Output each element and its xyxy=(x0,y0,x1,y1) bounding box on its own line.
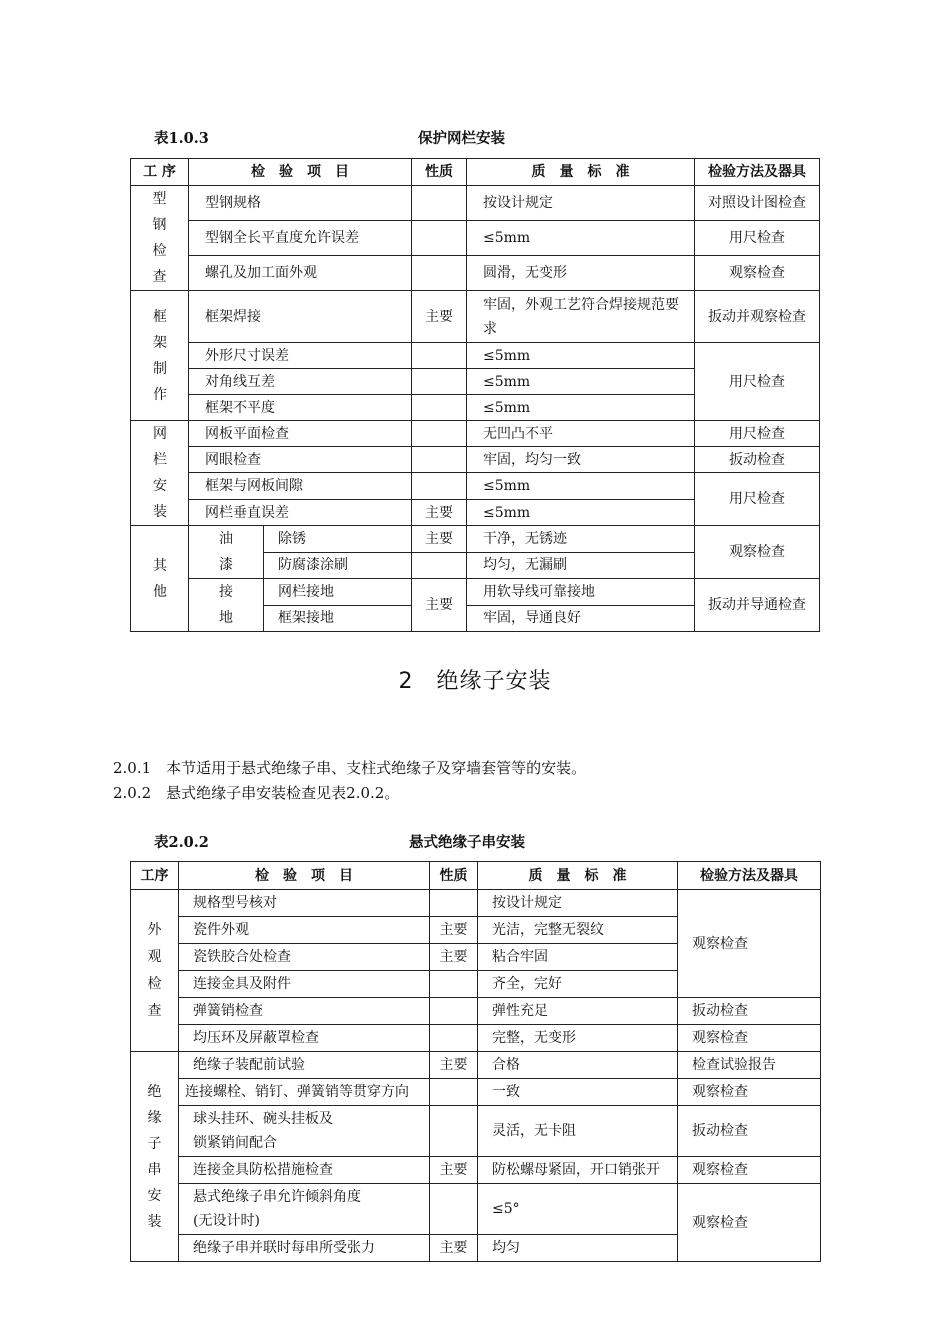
method-cell: 观察检查 xyxy=(695,256,820,291)
standard-cell: 齐全，完好 xyxy=(478,971,678,998)
table-title: 悬式绝缘子串安装 xyxy=(409,834,525,851)
group-cell: 网栏安装 xyxy=(131,421,189,526)
standard-cell: 防松螺母紧固，开口销张开 xyxy=(478,1157,678,1184)
table-1-0-3 xyxy=(130,158,820,632)
method-cell: 扳动检查 xyxy=(678,998,821,1025)
item-cell: 弹簧销检查 xyxy=(179,998,430,1025)
header-standard: 质 量 标 准 xyxy=(467,159,695,186)
standard-cell: 一致 xyxy=(478,1079,678,1106)
item-cell: 框架接地 xyxy=(264,605,412,632)
nature-cell: 主要 xyxy=(412,500,467,526)
item-cell: 网眼检查 xyxy=(189,447,412,473)
item-cell: 瓷件外观 xyxy=(179,917,430,944)
nature-cell xyxy=(430,890,478,917)
table-label: 表2.0.2 xyxy=(154,834,209,851)
method-cell: 观察检查 xyxy=(678,1184,821,1262)
table-title: 保护网栏安装 xyxy=(418,130,505,147)
item-line: 锁紧销间配合 xyxy=(193,1135,277,1151)
method-cell: 对照设计图检查 xyxy=(695,186,820,221)
item-cell: 连接螺栓、销钉、弹簧销等贯穿方向 xyxy=(179,1079,430,1106)
item-cell: 外形尺寸误差 xyxy=(189,343,412,369)
standard-cell: ≤5mm xyxy=(467,343,695,369)
standard-cell: 按设计规定 xyxy=(478,890,678,917)
nature-cell xyxy=(430,1106,478,1157)
method-cell: 用尺检查 xyxy=(695,473,820,526)
group-cell: 框架制作 xyxy=(131,291,189,421)
nature-cell: 主要 xyxy=(412,526,467,553)
header-nature: 性质 xyxy=(412,159,467,186)
method-cell: 用尺检查 xyxy=(695,221,820,256)
standard-cell: ≤5mm xyxy=(467,500,695,526)
item-line: 悬式绝缘子串允许倾斜角度 xyxy=(193,1189,361,1205)
nature-cell: 主要 xyxy=(430,1157,478,1184)
subgroup-cell: 油漆 xyxy=(189,526,264,579)
item-cell: 螺孔及加工面外观 xyxy=(189,256,412,291)
header-method: 检验方法及器具 xyxy=(695,159,820,186)
standard-cell: 合格 xyxy=(478,1052,678,1079)
nature-cell: 主要 xyxy=(430,944,478,971)
standard-cell: 弹性充足 xyxy=(478,998,678,1025)
nature-cell xyxy=(430,1079,478,1106)
nature-cell xyxy=(430,971,478,998)
method-cell: 检查试验报告 xyxy=(678,1052,821,1079)
item-cell: 型钢全长平直度允许误差 xyxy=(189,221,412,256)
item-line: (无设计时) xyxy=(193,1213,260,1229)
nature-cell xyxy=(412,369,467,395)
nature-cell xyxy=(412,186,467,221)
header-process: 工 序 xyxy=(131,159,189,186)
nature-cell xyxy=(430,1025,478,1052)
standard-cell: 灵活，无卡阻 xyxy=(478,1106,678,1157)
nature-cell xyxy=(430,998,478,1025)
header-nature: 性质 xyxy=(430,862,478,890)
standard-cell: 粘合牢固 xyxy=(478,944,678,971)
item-cell: 绝缘子串并联时每串所受张力 xyxy=(179,1235,430,1262)
section-title: 2 绝缘子安装 xyxy=(398,669,552,694)
item-cell: 连接金具及附件 xyxy=(179,971,430,998)
nature-cell: 主要 xyxy=(412,579,467,632)
item-cell xyxy=(179,1106,430,1157)
standard-cell: 均匀 xyxy=(478,1235,678,1262)
item-cell: 防腐漆涂刷 xyxy=(264,552,412,579)
group-cell: 型钢检查 xyxy=(131,186,189,291)
nature-cell xyxy=(412,256,467,291)
header-standard: 质 量 标 准 xyxy=(478,862,678,890)
item-cell: 规格型号核对 xyxy=(179,890,430,917)
method-cell: 扳动检查 xyxy=(678,1106,821,1157)
item-cell: 除锈 xyxy=(264,526,412,553)
table-2-0-2 xyxy=(130,861,821,1262)
item-cell: 型钢规格 xyxy=(189,186,412,221)
nature-cell xyxy=(412,221,467,256)
item-cell: 对角线互差 xyxy=(189,369,412,395)
paragraph-2-0-2: 2.0.2 悬式绝缘子串安装检查见表2.0.2。 xyxy=(113,784,400,802)
nature-cell xyxy=(412,552,467,579)
nature-cell xyxy=(412,395,467,421)
nature-cell: 主要 xyxy=(430,1235,478,1262)
method-cell: 观察检查 xyxy=(678,1025,821,1052)
method-cell: 观察检查 xyxy=(695,526,820,579)
item-cell: 网板平面检查 xyxy=(189,421,412,447)
group-cell: 绝缘子串安装 xyxy=(131,1052,179,1262)
item-cell: 网栏接地 xyxy=(264,579,412,606)
item-cell: 均压环及屏蔽罩检查 xyxy=(179,1025,430,1052)
method-cell: 用尺检查 xyxy=(695,421,820,447)
standard-cell: 按设计规定 xyxy=(467,186,695,221)
header-item: 检 验 项 目 xyxy=(189,159,412,186)
standard-cell: 圆滑，无变形 xyxy=(467,256,695,291)
standard-cell: 完整，无变形 xyxy=(478,1025,678,1052)
item-cell: 框架不平度 xyxy=(189,395,412,421)
standard-cell: 牢固，均匀一致 xyxy=(467,447,695,473)
method-cell: 观察检查 xyxy=(678,1157,821,1184)
nature-cell xyxy=(430,1184,478,1235)
nature-cell: 主要 xyxy=(430,1052,478,1079)
standard-cell: 光洁，完整无裂纹 xyxy=(478,917,678,944)
nature-cell xyxy=(412,421,467,447)
group-cell: 外观检查 xyxy=(131,890,179,1052)
nature-cell: 主要 xyxy=(412,291,467,343)
nature-cell: 主要 xyxy=(430,917,478,944)
header-item: 检 验 项 目 xyxy=(179,862,430,890)
item-cell: 瓷铁胶合处检查 xyxy=(179,944,430,971)
header-process: 工序 xyxy=(131,862,179,890)
method-cell: 观察检查 xyxy=(678,1079,821,1106)
standard-cell: 干净，无锈迹 xyxy=(467,526,695,553)
item-cell: 连接金具防松措施检查 xyxy=(179,1157,430,1184)
nature-cell xyxy=(412,447,467,473)
standard-cell: ≤5mm xyxy=(467,395,695,421)
standard-cell: ≤5° xyxy=(478,1184,678,1235)
standard-cell: 无凹凸不平 xyxy=(467,421,695,447)
standard-cell: ≤5mm xyxy=(467,473,695,500)
group-cell: 其他 xyxy=(131,526,189,632)
paragraph-2-0-1: 2.0.1 本节适用于悬式绝缘子串、支柱式绝缘子及穿墙套管等的安装。 xyxy=(113,759,587,777)
item-cell: 网栏垂直误差 xyxy=(189,500,412,526)
nature-cell xyxy=(412,473,467,500)
standard-cell: 牢固，外观工艺符合焊接规范要求 xyxy=(467,291,695,343)
method-cell: 观察检查 xyxy=(678,890,821,998)
table-label: 表1.0.3 xyxy=(154,130,209,147)
header-method: 检验方法及器具 xyxy=(678,862,821,890)
item-line: 球头挂环、碗头挂板及 xyxy=(193,1111,333,1127)
subgroup-cell: 接地 xyxy=(189,579,264,632)
item-cell: 框架与网板间隙 xyxy=(189,473,412,500)
item-cell xyxy=(179,1184,430,1235)
method-cell: 用尺检查 xyxy=(695,343,820,421)
method-cell: 扳动检查 xyxy=(695,447,820,473)
standard-cell: ≤5mm xyxy=(467,369,695,395)
standard-cell: ≤5mm xyxy=(467,221,695,256)
standard-cell: 均匀，无漏刷 xyxy=(467,552,695,579)
standard-cell: 牢固，导通良好 xyxy=(467,605,695,632)
method-cell: 扳动并导通检查 xyxy=(695,579,820,632)
item-cell: 框架焊接 xyxy=(189,291,412,343)
method-cell: 扳动并观察检查 xyxy=(695,291,820,343)
standard-cell: 用软导线可靠接地 xyxy=(467,579,695,606)
item-cell: 绝缘子装配前试验 xyxy=(179,1052,430,1079)
nature-cell xyxy=(412,343,467,369)
